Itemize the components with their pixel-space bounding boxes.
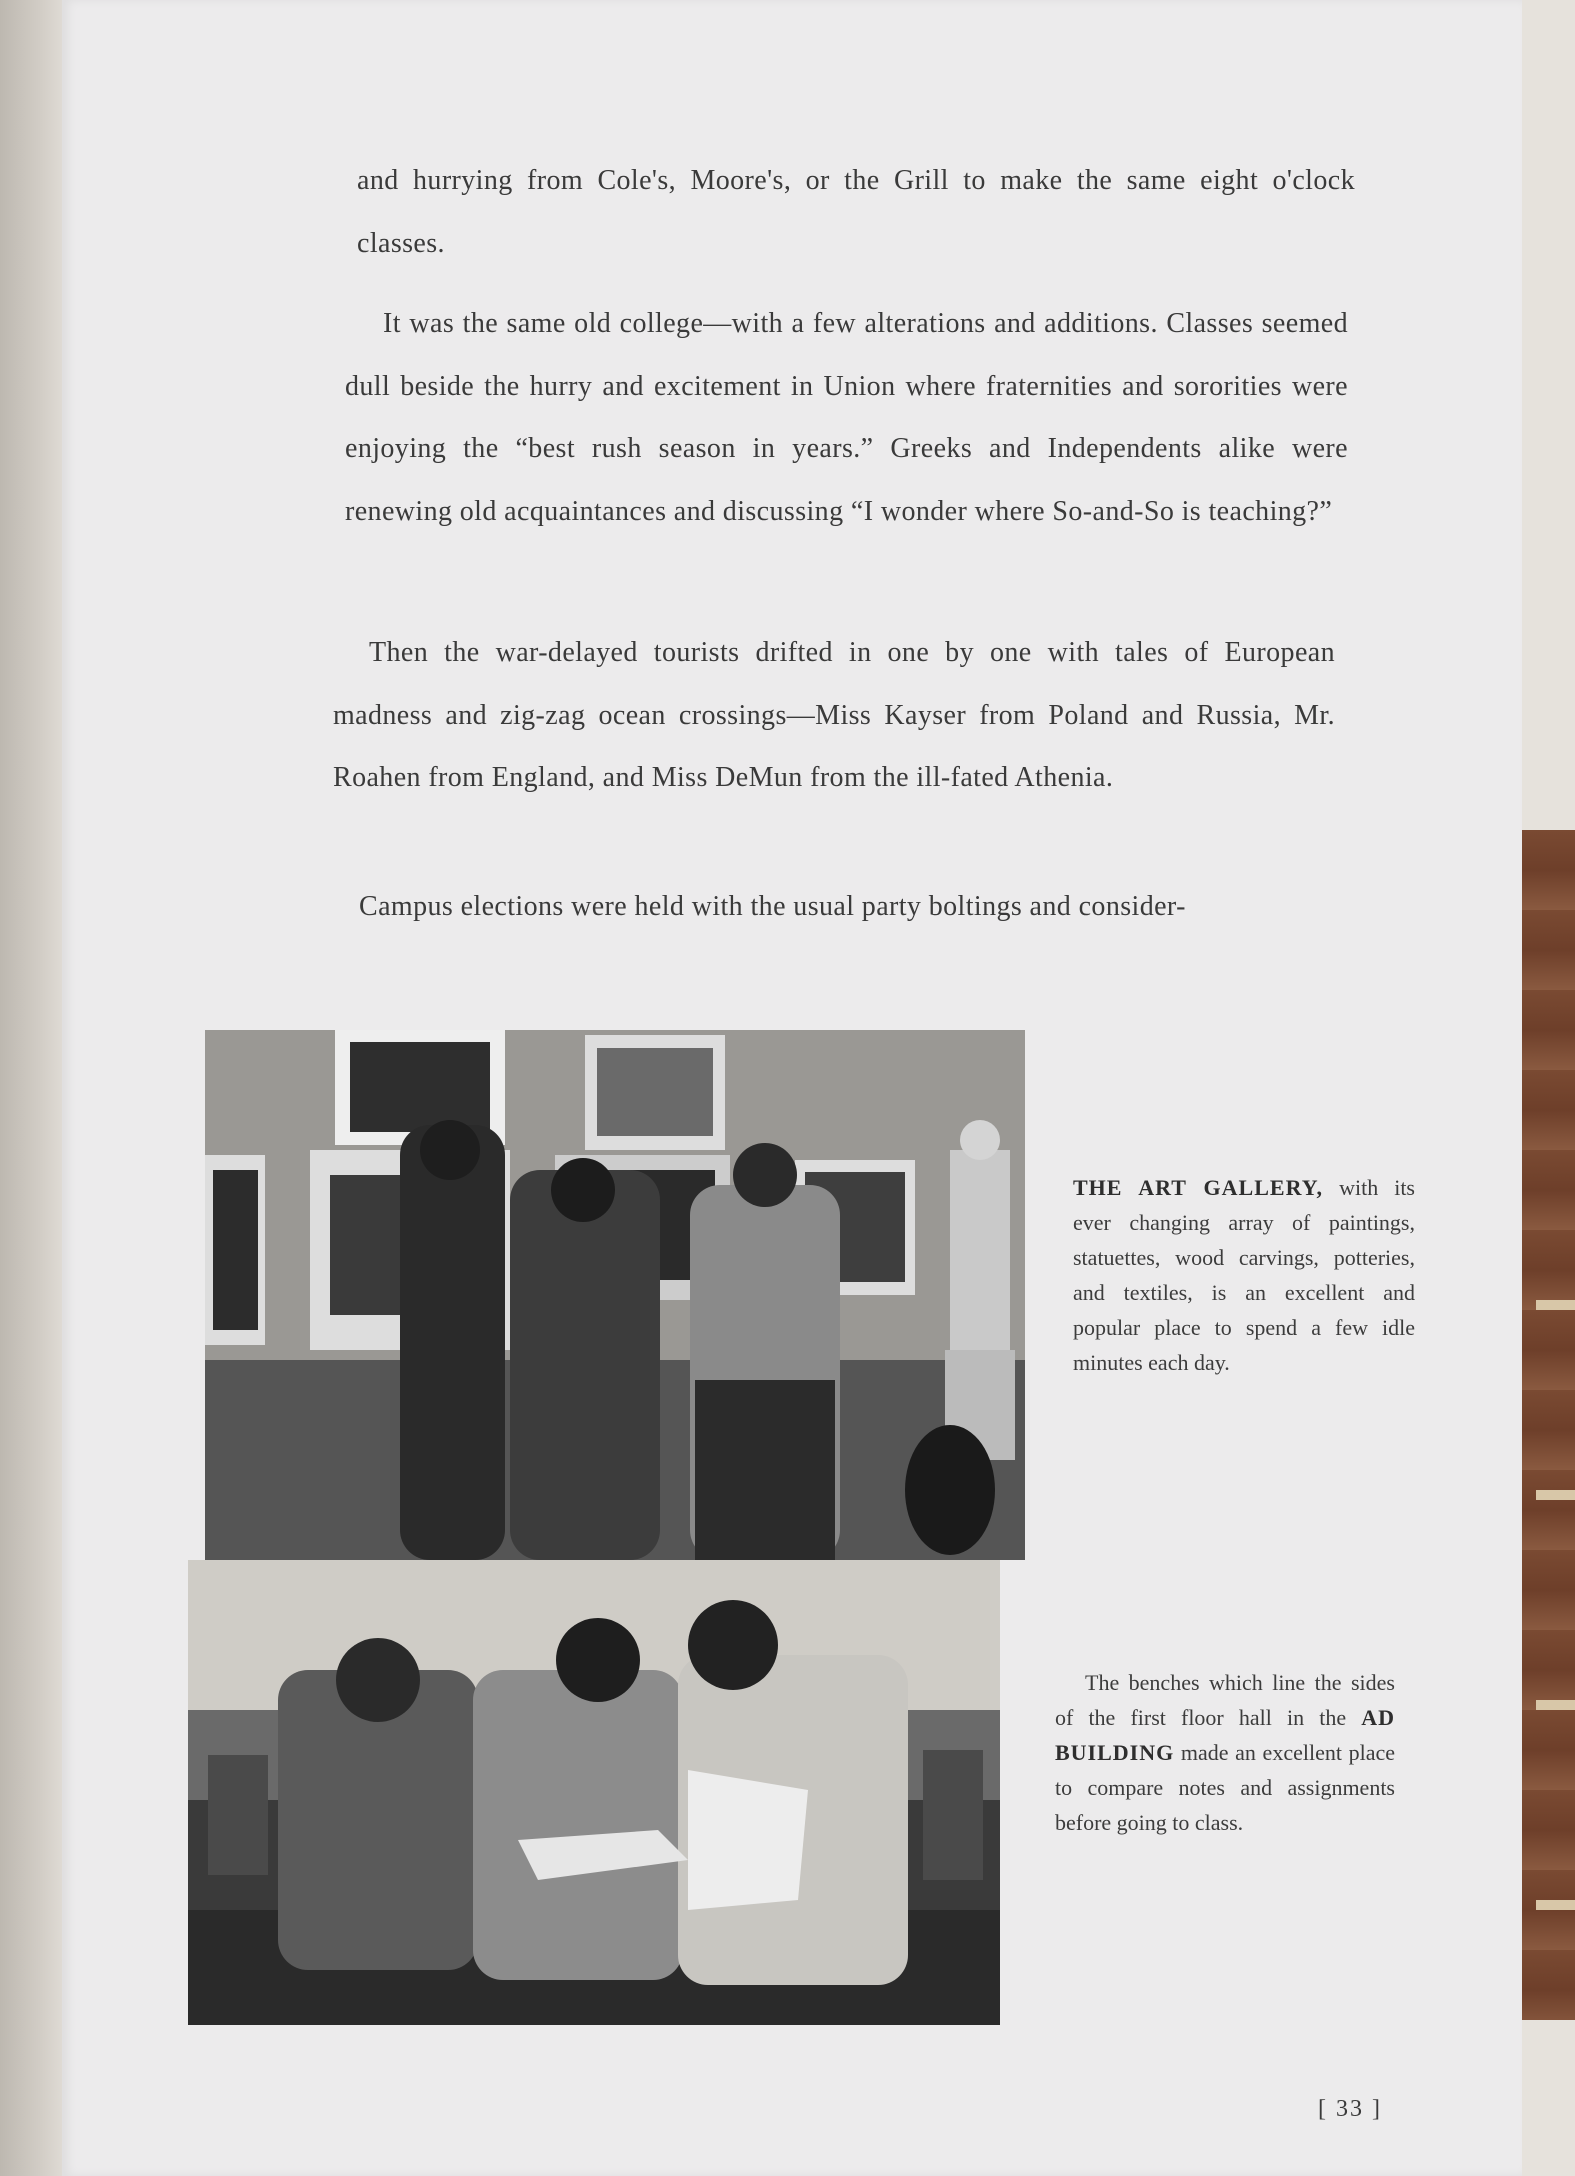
ad-building-caption-text-2: made an excellent place to compare notes and assignments before going to class. (1055, 1740, 1395, 1835)
page-number: [ 33 ] (1318, 2096, 1382, 2122)
art-gallery-caption (1073, 1170, 1415, 1380)
body-paragraph-2: It was the same old college—with a few alterations and additions. Classes seemed dull beside the hurry and excitement in Union where fraternities and sororities were enjoying the “best rush season in years.” Greeks and Independents alike were renewing old acquaintances and discussing “I wonder where So-and-So is teaching?” (345, 308, 1348, 527)
spine-mark (1536, 1300, 1575, 1310)
spine-mark (1536, 1490, 1575, 1500)
art-gallery-caption-text: with its ever changing array of paintings, statuettes, wood carvings, potteries, and textiles, is an excellent and popular place to spend a few idle minutes each day. (1073, 1175, 1415, 1375)
ad-building-caption (1055, 1665, 1395, 1840)
body-paragraph-4: Campus elections were held with the usual party boltings and consider- (359, 891, 1186, 922)
spine-mark (1536, 1700, 1575, 1710)
ad-building-caption-text-1: The benches which line the sides of the first floor hall in the (1055, 1670, 1395, 1730)
art-gallery-caption-lead: THE ART GALLERY, (1073, 1175, 1324, 1200)
ad-building-benches-photo (188, 1560, 1000, 2025)
spine-mark (1536, 1900, 1575, 1910)
art-gallery-photo (205, 1030, 1025, 1560)
ad-building-caption-bold: AD BUILDING (1055, 1705, 1395, 1765)
body-paragraph-3: Then the war-delayed tourists drifted in one by one with tales of European madness and zig-zag ocean crossings—Miss Kayser from Poland and Russia, Mr. Roahen from England, and Miss DeMun from the ill-fated Athenia. (333, 637, 1335, 793)
book-spine (1522, 830, 1575, 2020)
body-paragraph-1: and hurrying from Cole's, Moore's, or the Grill to make the same eight o'clock classes. (357, 165, 1355, 259)
book-left-edge (0, 0, 68, 2176)
